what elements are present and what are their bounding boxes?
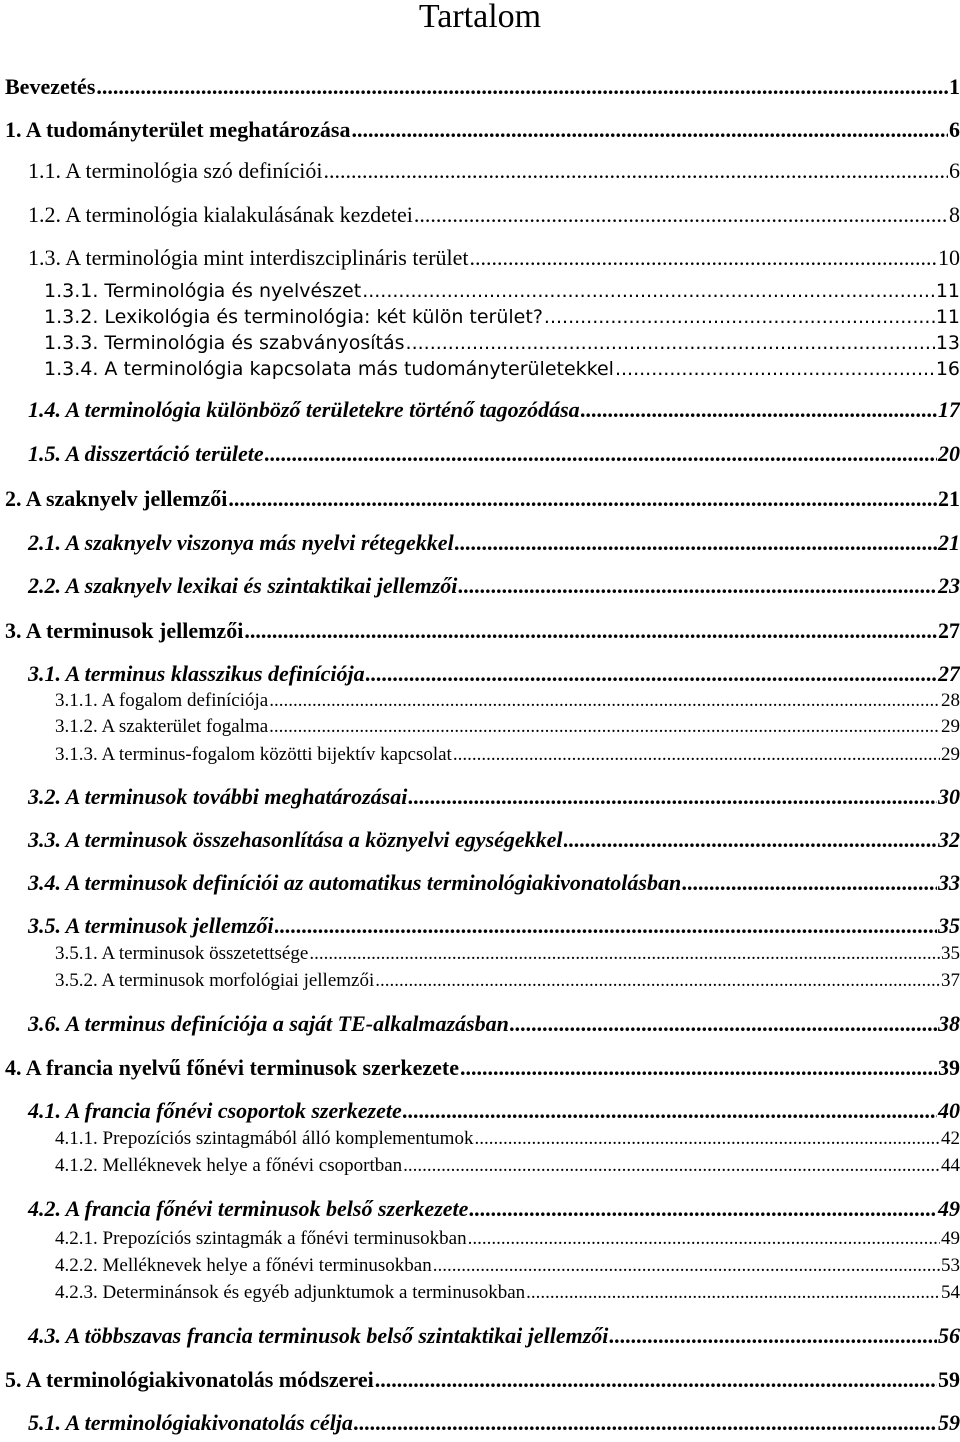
- toc-entry[interactable]: [55, 690, 960, 712]
- toc-entry[interactable]: [28, 661, 960, 687]
- toc-entry-label: Bevezetés: [5, 74, 96, 99]
- toc-entry[interactable]: [5, 486, 960, 512]
- toc-entry-page: 6: [949, 117, 960, 142]
- toc-entry[interactable]: [44, 358, 960, 380]
- toc-entry-label: 4.1.2. Melléknevek helye a főnévi csoportban: [55, 1155, 403, 1176]
- toc-entry[interactable]: [55, 943, 960, 965]
- toc-entry[interactable]: [55, 1128, 960, 1150]
- toc-entry-page: 44: [941, 1155, 960, 1176]
- toc-entry-label: 1.4. A terminológia különböző területekre történő tagozódása: [28, 397, 580, 422]
- toc-entry-label: 3.5.1. A terminusok összetettsége: [55, 943, 309, 964]
- toc-leader-dots: [433, 1255, 940, 1277]
- toc-entry[interactable]: [44, 332, 960, 354]
- toc-entry[interactable]: [55, 970, 960, 992]
- toc-entry-label: 1.3.2. Lexikológia és terminológia: két külön terület?: [44, 306, 543, 328]
- toc-entry-page: 20: [938, 441, 960, 466]
- toc-entry[interactable]: [28, 202, 960, 228]
- toc-leader-dots: [682, 870, 937, 896]
- toc-entry-label: 4.1. A francia főnévi csoportok szerkezete: [28, 1098, 402, 1123]
- toc-entry-label: 3. A terminusok jellemzői: [5, 618, 244, 643]
- toc-entry-page: 10: [938, 245, 960, 270]
- toc-entry-label: 3.3. A terminusok összehasonlítása a köznyelvi egységekkel: [28, 827, 563, 852]
- toc-entry-label: 2.1. A szaknyelv viszonya más nyelvi rétegekkel: [28, 530, 454, 555]
- toc-entry[interactable]: [55, 744, 960, 766]
- toc-entry[interactable]: [55, 1282, 960, 1304]
- toc-leader-dots: [581, 397, 937, 423]
- toc-entry[interactable]: [44, 280, 960, 302]
- toc-entry[interactable]: [28, 913, 960, 939]
- toc-leader-dots: [414, 202, 948, 228]
- toc-entry-page: 21: [938, 486, 960, 511]
- toc-entry-label: 4.2.2. Melléknevek helye a főnévi terminusokban: [55, 1255, 432, 1276]
- toc-entry[interactable]: [28, 1098, 960, 1124]
- toc-entry[interactable]: [5, 1055, 960, 1081]
- toc-entry[interactable]: [28, 158, 960, 184]
- toc-entry[interactable]: [28, 1196, 960, 1222]
- toc-entry-page: 53: [941, 1255, 960, 1276]
- toc-entry[interactable]: [55, 1155, 960, 1177]
- toc-entry-label: 4.2.1. Prepozíciós szintagmák a főnévi terminusokban: [55, 1228, 467, 1249]
- toc-entry-page: 59: [938, 1410, 960, 1435]
- toc-leader-dots: [544, 306, 935, 328]
- toc-entry-page: 6: [949, 158, 960, 183]
- toc-leader-dots: [609, 1323, 937, 1349]
- toc-leader-dots: [510, 1011, 937, 1037]
- toc-leader-dots: [470, 245, 937, 271]
- toc-leader-dots: [309, 943, 940, 965]
- toc-entry[interactable]: [44, 306, 960, 328]
- toc-entry-label: 3.1.3. A terminus-fogalom közötti bijektív kapcsolat: [55, 744, 452, 765]
- toc-entry-page: 40: [938, 1098, 960, 1123]
- toc-entry-page: 33: [938, 870, 960, 895]
- toc-entry-page: 21: [938, 530, 960, 555]
- toc-entry-page: 49: [941, 1228, 960, 1249]
- toc-entry-page: 39: [938, 1055, 960, 1080]
- toc-entry[interactable]: [28, 441, 960, 467]
- toc-entry-label: 4.3. A többszavas francia terminusok belső szintaktikai jellemzői: [28, 1323, 609, 1348]
- toc-leader-dots: [265, 441, 937, 467]
- toc-leader-dots: [403, 1155, 940, 1177]
- toc-entry-page: 23: [938, 573, 960, 598]
- toc-entry-label: 1.5. A disszertáció területe: [28, 441, 264, 466]
- toc-entry-page: 42: [941, 1128, 960, 1149]
- toc-entry-label: 1.3.3. Terminológia és szabványosítás: [44, 332, 405, 354]
- toc-entry-label: 1.3. A terminológia mint interdiszciplináris terület: [28, 245, 469, 270]
- toc-entry-page: 16: [935, 358, 960, 380]
- toc-entry-page: 32: [938, 827, 960, 852]
- toc-entry-label: 1. A tudományterület meghatározása: [5, 117, 351, 142]
- toc-entry-page: 59: [938, 1367, 960, 1392]
- toc-entry[interactable]: [55, 1255, 960, 1277]
- toc-leader-dots: [455, 530, 937, 556]
- toc-entry-page: 49: [938, 1196, 960, 1221]
- toc-entry-label: 3.5. A terminusok jellemzői: [28, 913, 274, 938]
- toc-entry-label: 3.5.2. A terminusok morfológiai jellemzői: [55, 970, 375, 991]
- toc-entry-page: 13: [935, 332, 960, 354]
- toc-entry-label: 4. A francia nyelvű főnévi terminusok szerkezete: [5, 1055, 459, 1080]
- toc-entry-label: 1.2. A terminológia kialakulásának kezdetei: [28, 202, 413, 227]
- toc-entry[interactable]: [5, 74, 960, 100]
- toc-leader-dots: [406, 332, 935, 354]
- toc-entry-page: 1: [949, 74, 960, 99]
- toc-entry-label: 3.1. A terminus klasszikus definíciója: [28, 661, 365, 686]
- toc-entry[interactable]: [55, 1228, 960, 1250]
- toc-leader-dots: [453, 744, 940, 766]
- toc-entry-page: 11: [935, 306, 960, 328]
- toc-entry-page: 37: [941, 970, 960, 991]
- toc-entry-page: 38: [938, 1011, 960, 1036]
- toc-leader-dots: [375, 1367, 937, 1393]
- toc-leader-dots: [228, 486, 937, 512]
- toc-entry-label: 3.1.1. A fogalom definíciója: [55, 690, 269, 711]
- toc-leader-dots: [458, 573, 937, 599]
- toc-entry-page: 54: [941, 1282, 960, 1303]
- toc-entry[interactable]: [28, 573, 960, 599]
- toc-leader-dots: [469, 1196, 937, 1222]
- toc-entry[interactable]: [28, 1323, 960, 1349]
- toc-entry[interactable]: [28, 1011, 960, 1037]
- toc-entry-label: 1.3.1. Terminológia és nyelvészet: [44, 280, 362, 302]
- toc-entry-label: 3.2. A terminusok további meghatározásai: [28, 784, 408, 809]
- toc-leader-dots: [362, 280, 935, 302]
- toc-entry[interactable]: [28, 784, 960, 810]
- toc-entry-page: 56: [938, 1323, 960, 1348]
- toc-entry-label: 5.1. A terminológiakivonatolás célja: [28, 1410, 353, 1435]
- toc-entry-label: 1.3.4. A terminológia kapcsolata más tudományterületekkel: [44, 358, 614, 380]
- toc-entry-label: 4.2. A francia főnévi terminusok belső szerkezete: [28, 1196, 469, 1221]
- toc-leader-dots: [275, 913, 938, 939]
- toc-entry[interactable]: [28, 245, 960, 271]
- toc-leader-dots: [564, 827, 937, 853]
- toc-leader-dots: [460, 1055, 937, 1081]
- toc-leader-dots: [615, 358, 935, 380]
- toc-entry-page: 35: [938, 913, 960, 938]
- toc-leader-dots: [526, 1282, 940, 1304]
- toc-entry[interactable]: [28, 397, 960, 423]
- toc-entry[interactable]: [5, 117, 960, 143]
- toc-leader-dots: [468, 1228, 940, 1250]
- toc-entry-page: 30: [938, 784, 960, 809]
- toc-entry[interactable]: [28, 870, 960, 896]
- toc-leader-dots: [375, 970, 940, 992]
- toc-entry[interactable]: [28, 1410, 960, 1436]
- toc-entry-page: 29: [941, 716, 960, 737]
- toc-entry[interactable]: [55, 716, 960, 738]
- toc-leader-dots: [354, 1410, 937, 1436]
- toc-entry[interactable]: [28, 530, 960, 556]
- toc-entry[interactable]: [5, 1367, 960, 1393]
- toc-leader-dots: [269, 716, 940, 738]
- toc-entry-page: 27: [938, 661, 960, 686]
- toc-leader-dots: [269, 690, 940, 712]
- toc-entry-label: 3.1.2. A szakterület fogalma: [55, 716, 269, 737]
- toc-entry-page: 29: [941, 744, 960, 765]
- toc-leader-dots: [403, 1098, 937, 1124]
- toc-leader-dots: [474, 1128, 940, 1150]
- toc-entry-page: 28: [941, 690, 960, 711]
- toc-leader-dots: [324, 158, 948, 184]
- toc-entry[interactable]: [28, 827, 960, 853]
- toc-entry-label: 3.4. A terminusok definíciói az automatikus terminológiakivonatolásban: [28, 870, 682, 895]
- toc-entry-label: 5. A terminológiakivonatolás módszerei: [5, 1367, 374, 1392]
- toc-entry-label: 4.1.1. Prepozíciós szintagmából álló komplementumok: [55, 1128, 474, 1149]
- toc-entry-page: 17: [938, 397, 960, 422]
- toc-leader-dots: [96, 74, 948, 100]
- toc-entry-page: 11: [935, 280, 960, 302]
- toc-leader-dots: [351, 117, 948, 143]
- toc-leader-dots: [244, 618, 937, 644]
- toc-entry-label: 4.2.3. Determinánsok és egyéb adjunktumok a terminusokban: [55, 1282, 526, 1303]
- page-title: Tartalom: [418, 0, 542, 35]
- toc-entry-label: 1.1. A terminológia szó definíciói: [28, 158, 323, 183]
- toc-entry-page: 8: [949, 202, 960, 227]
- toc-leader-dots: [366, 661, 937, 687]
- toc-entry[interactable]: [5, 618, 960, 644]
- toc-entry-page: 27: [938, 618, 960, 643]
- toc-entry-page: 35: [941, 943, 960, 964]
- toc-entry-label: 3.6. A terminus definíciója a saját TE-alkalmazásban: [28, 1011, 509, 1036]
- toc-entry-label: 2.2. A szaknyelv lexikai és szintaktikai jellemzői: [28, 573, 458, 598]
- toc-leader-dots: [408, 784, 937, 810]
- toc-entry-label: 2. A szaknyelv jellemzői: [5, 486, 228, 511]
